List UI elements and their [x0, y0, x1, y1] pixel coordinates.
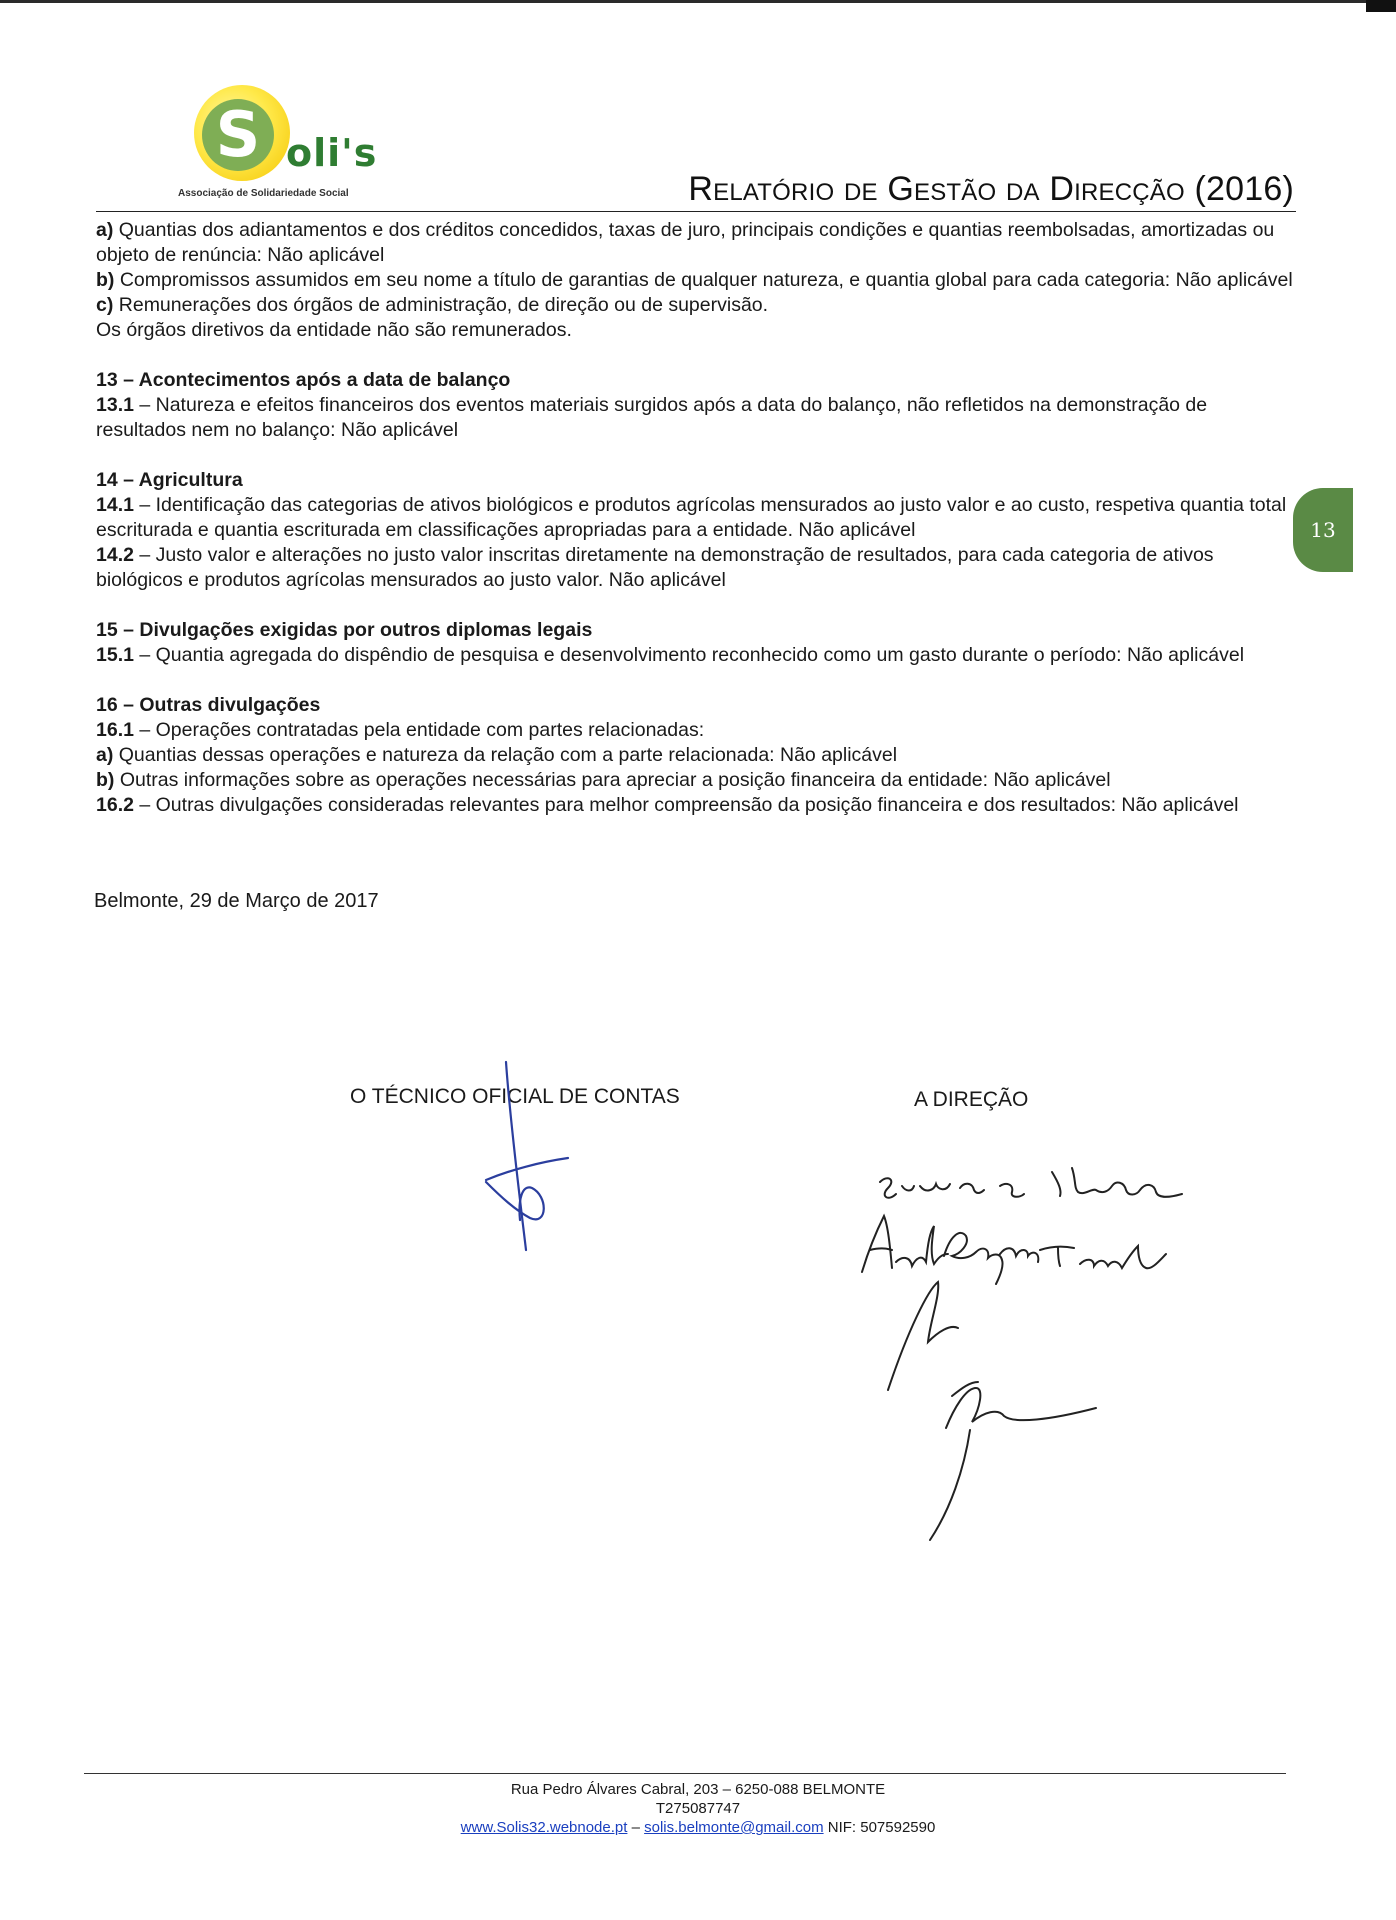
clause-number: 14.2: [96, 544, 134, 566]
footer-nif: NIF: 507592590: [823, 1819, 936, 1836]
logo-letter: S: [202, 99, 274, 171]
item-text: Outras informações sobre as operações necessárias para apreciar a posição financeira da entidade: Não aplicável: [114, 769, 1111, 791]
clause-text: – Quantia agregada do dispêndio de pesquisa e desenvolvimento reconhecido como um gasto durante o período: Não aplicável: [133, 644, 1245, 666]
clause-text: – Identificação das categorias de ativos biológicos e produtos agrícolas mensurados ao justo valor e ao custo, respetiva quantia total escriturada e quantia escriturada em classificações apropriadas para a entidade. Não aplicável: [96, 494, 1287, 541]
item-label: b): [96, 269, 115, 291]
place-and-date: Belmonte, 29 de Março de 2017: [94, 890, 379, 912]
clause-text: – Operações contratadas pela entidade com partes relacionadas:: [133, 719, 705, 741]
footer-separator: –: [627, 1819, 645, 1836]
email-link[interactable]: solis.belmonte@gmail.com: [644, 1819, 824, 1836]
item-text: Quantias dessas operações e natureza da relação com a parte relacionada: Não aplicável: [113, 744, 898, 766]
item-label: c): [96, 294, 114, 316]
clause-number: 13.1: [96, 394, 134, 416]
clause-number: 16.2: [96, 794, 134, 816]
item-text: Remunerações dos órgãos de administração, de direção ou de supervisão.: [113, 294, 769, 316]
item-text: Compromissos assumidos em seu nome a título de garantias de qualquer natureza, e quantia global para cada categoria: Não aplicável: [114, 269, 1293, 291]
clause-text: – Outras divulgações consideradas relevantes para melhor compreensão da posição financeira e dos resultados: Não aplicável: [133, 794, 1239, 816]
clause-text: – Justo valor e alterações no justo valor inscritas diretamente na demonstração de resultados, para cada categoria de ativos biológicos e produtos agrícolas mensurados ao justo valor. Não aplicável: [96, 544, 1214, 591]
item-text: Quantias dos adiantamentos e dos créditos concedidos, taxas de juro, principais condições e quantias reembolsadas, amortizadas ou objeto de renúncia: Não aplicável: [96, 219, 1275, 266]
clause-number: 15.1: [96, 644, 134, 666]
report-title: Relatório de Gestão da Direcção (2016): [688, 170, 1294, 208]
footer-address: Rua Pedro Álvares Cabral, 203 – 6250-088 BELMONTE: [510, 1781, 886, 1798]
clause-text: – Natureza e efeitos financeiros dos eventos materiais surgidos após a data do balanço, não refletidos na demonstração de resultados nem no balanço: Não aplicável: [96, 394, 1208, 441]
paragraph-note: Os órgãos diretivos da entidade não são remunerados.: [96, 319, 572, 341]
website-link[interactable]: www.Solis32.webnode.pt: [460, 1819, 628, 1836]
footer-divider: [84, 1773, 1286, 1774]
section-heading-15: 15 – Divulgações exigidas por outros diplomas legais: [96, 619, 593, 641]
footer-contacts: [0, 1818, 1396, 1837]
section-heading-16: 16 – Outras divulgações: [96, 694, 321, 716]
logo-subtitle: Associação de Solidariedade Social: [178, 188, 349, 199]
board-signatures: [862, 1168, 1182, 1540]
accountant-signature-title: O TÉCNICO OFICIAL DE CONTAS: [350, 1085, 680, 1108]
clause-number: 14.1: [96, 494, 134, 516]
clause-number: 16.1: [96, 719, 134, 741]
page-footer: [0, 1780, 1396, 1837]
logo-name: oli's: [286, 131, 378, 175]
item-label: a): [96, 219, 114, 241]
board-signature-title: A DIREÇÃO: [914, 1088, 1029, 1111]
footer-phone: T275087747: [655, 1800, 741, 1817]
section-heading-13: 13 – Acontecimentos após a data de balanço: [96, 369, 511, 391]
accountant-signature: [486, 1062, 568, 1250]
page-number-tab: 13: [1293, 488, 1353, 572]
item-label: b): [96, 769, 115, 791]
item-label: a): [96, 744, 114, 766]
section-heading-14: 14 – Agricultura: [96, 469, 243, 491]
